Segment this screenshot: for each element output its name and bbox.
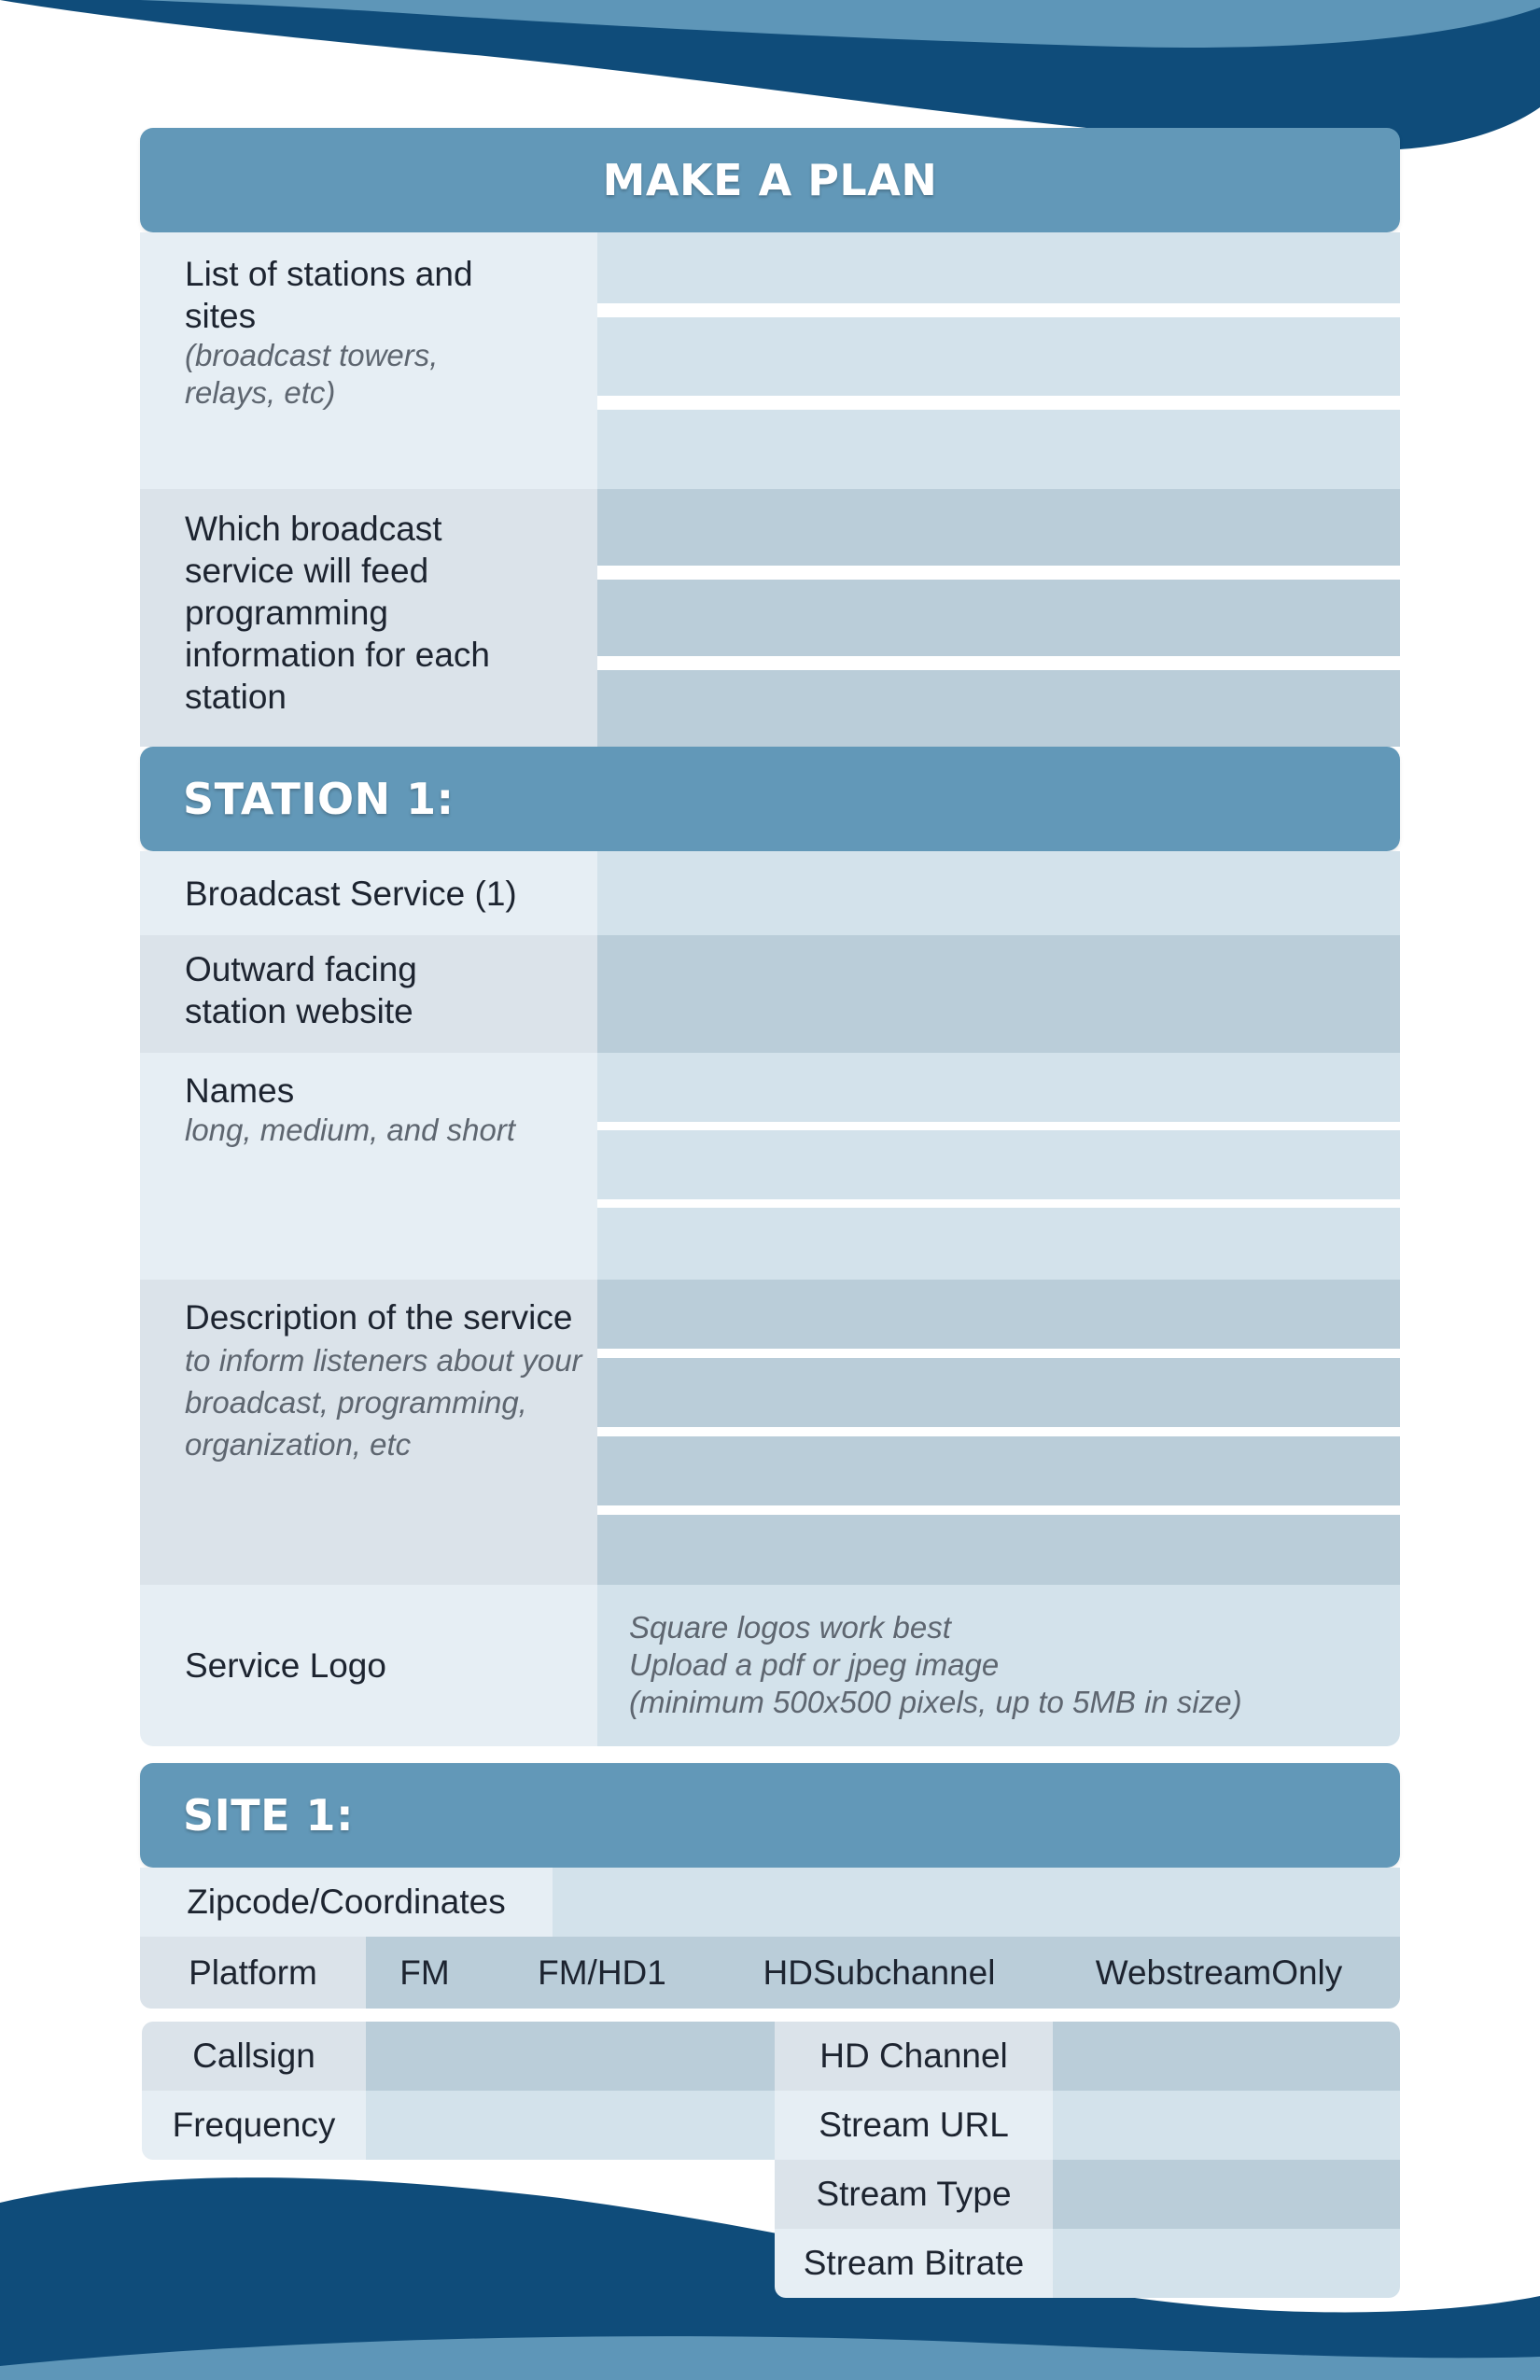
station-site-field-1[interactable] xyxy=(597,232,1400,303)
platform-option-fm-hd1[interactable] xyxy=(483,1937,721,2009)
feed-field-2[interactable] xyxy=(597,580,1400,656)
hd-channel-label: HD Channel xyxy=(819,2037,1008,2075)
stations-label-cell xyxy=(140,232,597,489)
platform-option-hd-subchannel[interactable] xyxy=(721,1937,1038,2009)
feed-field-1[interactable] xyxy=(597,489,1400,566)
callsign-field[interactable] xyxy=(366,2022,775,2091)
description-field-4[interactable] xyxy=(597,1515,1400,1585)
stations-label: List of stations and sites xyxy=(185,255,473,335)
logo-note-line-3: (minimum 500x500 pixels, up to 5MB in size) xyxy=(629,1685,1242,1719)
station-1-header xyxy=(140,747,1400,851)
broadcast-service-field[interactable] xyxy=(597,851,1400,935)
platform-option-hd-subchannel-label: HDSubchannel xyxy=(763,1953,996,1992)
platform-option-fm-label: FM xyxy=(399,1953,450,1992)
platform-option-webstream-only-label: WebstreamOnly xyxy=(1095,1953,1343,1992)
name-short-field[interactable] xyxy=(597,1208,1400,1280)
names-label: Names xyxy=(185,1071,295,1110)
name-medium-field[interactable] xyxy=(597,1130,1400,1199)
broadcast-service-label: Broadcast Service (1) xyxy=(185,874,517,913)
website-label: Outward facing station website xyxy=(185,950,417,1030)
stream-url-label-cell xyxy=(775,2091,1053,2160)
feed-field-3[interactable] xyxy=(597,670,1400,747)
platform-option-fm-hd1-label: FM/HD1 xyxy=(538,1953,666,1992)
website-label-cell xyxy=(140,935,597,1053)
frequency-label: Frequency xyxy=(172,2106,336,2144)
feed-label: Which broadcast service will feed programming information for each station xyxy=(185,510,491,716)
zip-coordinates-field[interactable] xyxy=(553,1868,1400,1937)
callsign-label-cell xyxy=(142,2022,366,2091)
feed-label-cell xyxy=(140,489,597,747)
description-field-3[interactable] xyxy=(597,1436,1400,1505)
logo-label-cell xyxy=(140,1585,597,1746)
stream-bitrate-field[interactable] xyxy=(1053,2229,1400,2298)
callsign-label: Callsign xyxy=(192,2037,315,2075)
name-long-field[interactable] xyxy=(597,1053,1400,1122)
description-label: Description of the service xyxy=(185,1298,573,1337)
stream-type-label: Stream Type xyxy=(816,2175,1012,2213)
names-label-cell xyxy=(140,1053,597,1280)
broadcast-service-label-cell xyxy=(140,851,597,935)
site-1-title: SITE 1: xyxy=(183,1790,354,1841)
logo-upload-note xyxy=(597,1585,1242,1721)
zip-label: Zipcode/Coordinates xyxy=(187,1883,506,1921)
stream-bitrate-label-cell xyxy=(775,2229,1053,2298)
description-label-cell xyxy=(140,1280,597,1585)
stream-type-field[interactable] xyxy=(1053,2160,1400,2229)
frequency-label-cell xyxy=(142,2091,366,2160)
stream-url-field[interactable] xyxy=(1053,2091,1400,2160)
make-a-plan-title: MAKE A PLAN xyxy=(602,155,938,205)
platform-label-cell xyxy=(140,1937,366,2009)
description-field-2[interactable] xyxy=(597,1358,1400,1427)
site-1-header xyxy=(140,1763,1400,1868)
logo-note-line-2: Upload a pdf or jpeg image xyxy=(629,1647,1000,1682)
stations-sublabel: (broadcast towers, relays, etc) xyxy=(185,338,439,410)
zip-label-cell xyxy=(140,1868,553,1937)
stream-url-label: Stream URL xyxy=(819,2106,1009,2144)
hd-channel-label-cell xyxy=(775,2022,1053,2091)
description-sublabel: to inform listeners about your broadcast, programming, organization, etc xyxy=(185,1343,582,1462)
make-a-plan-header xyxy=(140,128,1400,232)
stream-type-label-cell xyxy=(775,2160,1053,2229)
description-field-1[interactable] xyxy=(597,1280,1400,1349)
platform-option-webstream-only[interactable] xyxy=(1038,1937,1400,2009)
platform-option-fm[interactable] xyxy=(366,1937,483,2009)
hd-channel-field[interactable] xyxy=(1053,2022,1400,2091)
station-site-field-3[interactable] xyxy=(597,410,1400,489)
website-field[interactable] xyxy=(597,935,1400,1053)
logo-upload-field[interactable] xyxy=(597,1585,1400,1746)
logo-note-line-1: Square logos work best xyxy=(629,1610,951,1645)
platform-label: Platform xyxy=(189,1953,317,1992)
station-1-title: STATION 1: xyxy=(183,774,455,824)
stream-bitrate-label: Stream Bitrate xyxy=(803,2244,1025,2282)
station-site-field-2[interactable] xyxy=(597,317,1400,396)
names-sublabel: long, medium, and short xyxy=(185,1113,516,1147)
logo-label: Service Logo xyxy=(185,1646,386,1685)
frequency-field[interactable] xyxy=(366,2091,775,2160)
